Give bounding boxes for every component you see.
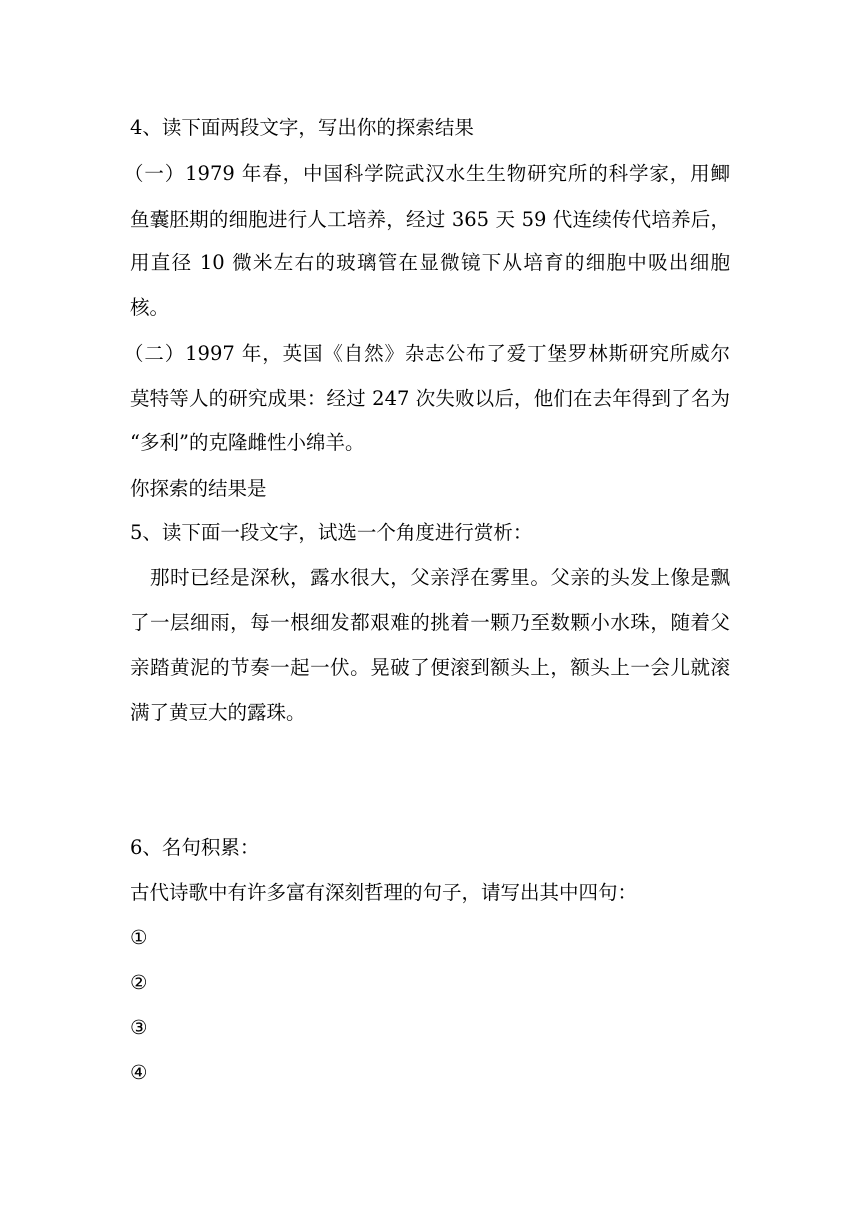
q6-blank-4: ④ [130, 1061, 148, 1084]
q6-title: 6、名句积累： [130, 836, 260, 859]
q6-blank-1: ① [130, 926, 148, 949]
q5-passage-line: 了一层细雨，每一根细发都艰难的挑着一颗乃至数颗小水珠，随着父 [130, 611, 730, 634]
q4-p1-line: 核。 [130, 296, 170, 319]
q4-p1-line: 鱼囊胚期的细胞进行人工培养，经过 365 天 59 代连续传代培养后， [130, 208, 730, 231]
q4-p2-line: 莫特等人的研究成果：经过 247 次失败以后，他们在去年得到了名为 [130, 387, 730, 410]
q5-passage-line: 满了黄豆大的露珠。 [130, 701, 306, 724]
q4-p1-line: （一）1979 年春，中国科学院武汉水生生物研究所的科学家，用鲫 [124, 162, 730, 185]
q6-instruction: 古代诗歌中有许多富有深刻哲理的句子，请写出其中四句： [130, 881, 638, 904]
q5-passage-line: 那时已经是深秋，露水很大，父亲浮在雾里。父亲的头发上像是飘 [150, 566, 730, 589]
q4-answer-prompt: 你探索的结果是 [130, 477, 267, 500]
q4-p2-line: （二）1997 年，英国《自然》杂志公布了爱丁堡罗林斯研究所威尔 [124, 342, 730, 365]
q6-blank-2: ② [130, 971, 148, 994]
q4-title: 4、读下面两段文字，写出你的探索结果 [130, 116, 474, 139]
q5-passage-line: 亲踏黄泥的节奏一起一伏。晃破了便滚到额头上，额头上一会儿就滚 [130, 656, 730, 679]
q4-p1-line: 用直径 10 微米左右的玻璃管在显微镜下从培育的细胞中吸出细胞 [130, 251, 730, 274]
q4-p2-line: “多利”的克隆雌性小绵羊。 [130, 431, 365, 454]
q6-blank-3: ③ [130, 1016, 148, 1039]
q5-title: 5、读下面一段文字，试选一个角度进行赏析： [130, 521, 533, 544]
